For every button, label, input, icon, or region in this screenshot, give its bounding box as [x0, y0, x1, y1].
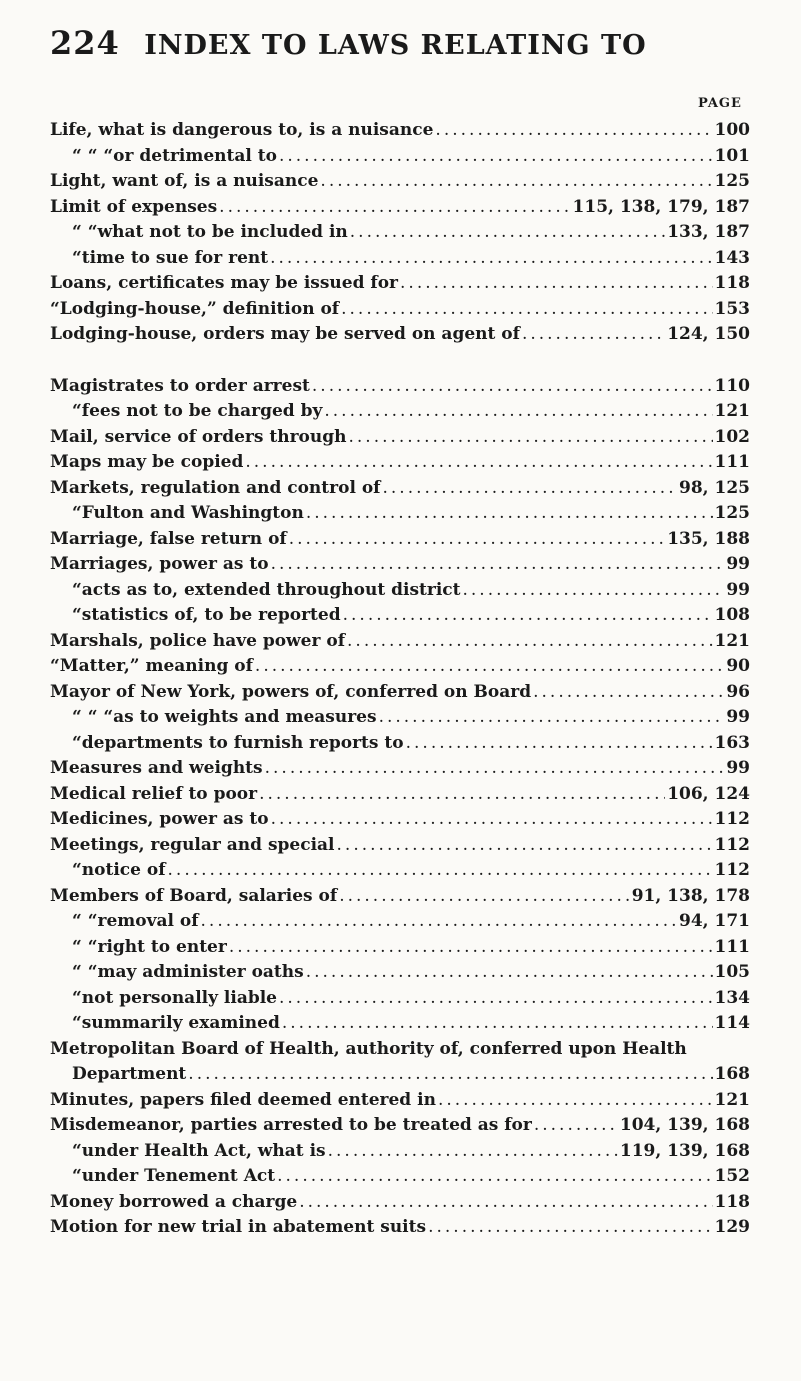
- index-entry: [50, 1164, 750, 1190]
- entry-text: “Lodging-house,” definition of: [50, 298, 340, 319]
- leader-dots: [188, 1062, 712, 1088]
- entry-pages: 121: [714, 1089, 750, 1110]
- leader-dots: [533, 680, 724, 706]
- page-column-label: PAGE: [698, 96, 742, 111]
- leader-dots: [438, 1088, 713, 1114]
- index-entry: [50, 1215, 750, 1241]
- entry-text: what not to be included in: [97, 222, 348, 242]
- entry-text: acts as to, extended throughout district: [81, 579, 461, 600]
- entry-pages: 118: [714, 273, 750, 293]
- entry-text: Motion for new trial in abatement suits: [50, 1217, 427, 1237]
- index-entry: [50, 527, 750, 553]
- entry-pages: 112: [714, 860, 750, 880]
- entry-pages: 152: [714, 1166, 750, 1186]
- entry-text: Maps may be copied: [50, 452, 244, 472]
- entry-text: Marriage, false return of: [50, 528, 287, 549]
- entry-pages: 114: [714, 1013, 750, 1033]
- entry-text: Magistrates to order arrest: [50, 375, 310, 396]
- entry-text: Lodging-house, orders may be served on agent of: [50, 324, 520, 344]
- entry-pages: 111: [714, 936, 750, 957]
- ditto-marks: “: [72, 1140, 82, 1161]
- entry-text: Money borrowed a charge: [50, 1191, 298, 1212]
- ditto-marks: “ “: [72, 222, 98, 242]
- ditto-marks: “: [72, 860, 82, 880]
- leader-dots: [382, 476, 677, 502]
- entry-pages: 153: [714, 298, 750, 319]
- ditto-marks: “ “: [72, 911, 98, 931]
- entry-pages: 134: [714, 987, 750, 1008]
- ditto-marks: “ “ “: [72, 145, 114, 166]
- leader-dots: [462, 578, 724, 604]
- entry-pages: 91, 138, 178: [631, 885, 750, 906]
- entry-text: Department: [72, 1064, 187, 1084]
- index-entry: [50, 1088, 750, 1114]
- entry-pages: 104, 139, 168: [619, 1115, 750, 1135]
- entry-text: Light, want of, is a nuisance: [50, 171, 319, 191]
- index-entry: [50, 756, 750, 782]
- entry-pages: 112: [714, 809, 750, 829]
- entry-text: Medicines, power as to: [50, 809, 269, 829]
- entry-pages: 106, 124: [667, 783, 750, 804]
- entry-pages: 163: [714, 732, 750, 753]
- leader-dots: [168, 858, 713, 884]
- leader-dots: [435, 118, 712, 144]
- entry-text: removal of: [97, 911, 199, 931]
- entry-text: summarily examined: [81, 1013, 280, 1033]
- entry-text: may administer oaths: [97, 962, 304, 982]
- entry-text: Loans, certificates may be issued for: [50, 273, 399, 293]
- leader-dots: [328, 1139, 618, 1165]
- index-entry: [50, 884, 750, 910]
- entry-pages: 98, 125: [679, 477, 750, 498]
- entry-text: departments to furnish reports to: [81, 732, 404, 753]
- index-entry: [50, 1139, 750, 1165]
- index-entry: [50, 450, 750, 476]
- ditto-marks: “: [72, 1013, 82, 1033]
- index-entry: [50, 1113, 750, 1139]
- leader-dots: [299, 1190, 712, 1216]
- index-entry: [50, 1062, 750, 1088]
- entry-pages: 129: [714, 1217, 750, 1237]
- entry-pages: 133, 187: [667, 222, 750, 242]
- entry-pages: 125: [714, 171, 750, 191]
- index-entry: [50, 654, 750, 680]
- entry-pages: 99: [726, 758, 750, 778]
- ditto-marks: “: [72, 503, 82, 523]
- entry-text: “Matter,” meaning of: [50, 656, 253, 676]
- index-entry: [50, 297, 750, 323]
- index-entry: [50, 374, 750, 400]
- entry-text: notice of: [81, 860, 166, 880]
- ditto-marks: “ “ “: [72, 707, 114, 727]
- leader-dots: [350, 220, 665, 246]
- leader-dots: [320, 169, 712, 195]
- entry-pages: 115, 138, 179, 187: [572, 196, 750, 217]
- leader-dots: [270, 246, 712, 272]
- entry-pages: 94, 171: [679, 911, 750, 931]
- index-entry: [50, 322, 750, 348]
- entry-text: Minutes, papers filed deemed entered in: [50, 1089, 436, 1110]
- leader-dots: [255, 654, 724, 680]
- entry-text: under Tenement Act: [81, 1166, 276, 1186]
- entry-pages: 101: [714, 145, 750, 166]
- entry-text: or detrimental to: [113, 145, 277, 166]
- leader-dots: [406, 731, 713, 757]
- entry-text: as to weights and measures: [113, 707, 377, 727]
- entry-pages: 108: [714, 605, 750, 625]
- entry-text: Limit of expenses: [50, 196, 218, 217]
- leader-dots: [428, 1215, 712, 1241]
- index-entry: [50, 425, 750, 451]
- entry-text: Marshals, police have power of: [50, 630, 346, 651]
- index-entry: [50, 552, 750, 578]
- index-entry: [50, 1037, 750, 1063]
- index-entries: [50, 118, 750, 1241]
- index-entry: [50, 169, 750, 195]
- index-entry: [50, 501, 750, 527]
- index-entry: [50, 629, 750, 655]
- ditto-marks: “: [72, 401, 82, 421]
- entry-pages: 124, 150: [667, 324, 750, 344]
- ditto-marks: “: [72, 1166, 82, 1186]
- leader-dots: [400, 271, 712, 297]
- index-entry: [50, 195, 750, 221]
- entry-pages: 111: [714, 452, 750, 472]
- entry-text: Members of Board, salaries of: [50, 885, 338, 906]
- leader-dots: [306, 501, 713, 527]
- leader-dots: [324, 399, 712, 425]
- ditto-marks: “: [72, 732, 82, 753]
- leader-dots: [337, 833, 713, 859]
- entry-text: Life, what is dangerous to, is a nuisance: [50, 120, 434, 140]
- entry-text: Medical relief to poor: [50, 783, 258, 804]
- ditto-marks: “: [72, 579, 82, 600]
- index-entry: [50, 986, 750, 1012]
- ditto-marks: “: [72, 987, 82, 1008]
- page-number: 224: [50, 24, 120, 62]
- index-entry: [50, 705, 750, 731]
- leader-dots: [522, 322, 665, 348]
- entry-pages: 143: [714, 247, 750, 268]
- leader-dots: [379, 705, 725, 731]
- leader-dots: [259, 782, 665, 808]
- index-entry: [50, 271, 750, 297]
- leader-dots: [306, 960, 713, 986]
- entry-pages: 100: [714, 120, 750, 140]
- index-entry: [50, 1190, 750, 1216]
- leader-dots: [289, 527, 665, 553]
- index-entry: [50, 476, 750, 502]
- entry-text: time to sue for rent: [81, 247, 269, 268]
- index-entry: [50, 603, 750, 629]
- index-entry: [50, 246, 750, 272]
- leader-dots: [201, 909, 678, 935]
- entry-text: under Health Act, what is: [81, 1140, 326, 1161]
- entry-pages: 121: [714, 401, 750, 421]
- index-entry: [50, 960, 750, 986]
- leader-dots: [271, 807, 713, 833]
- leader-dots: [277, 1164, 712, 1190]
- entry-pages: 119, 139, 168: [619, 1140, 750, 1161]
- entry-pages: 125: [714, 503, 750, 523]
- index-entry: [50, 833, 750, 859]
- entry-text: Markets, regulation and control of: [50, 477, 381, 498]
- entry-text: Metropolitan Board of Health, authority of, conferred upon Health: [50, 1038, 687, 1059]
- index-entry: [50, 782, 750, 808]
- entry-pages: 99: [726, 707, 750, 727]
- entry-pages: 96: [726, 681, 750, 702]
- index-entry: [50, 935, 750, 961]
- entry-text: Mail, service of orders through: [50, 426, 347, 447]
- entry-text: Measures and weights: [50, 758, 263, 778]
- leader-dots: [271, 552, 725, 578]
- leader-dots: [282, 1011, 713, 1037]
- leader-dots: [279, 144, 713, 170]
- entry-pages: 102: [714, 426, 750, 447]
- entry-pages: 118: [714, 1191, 750, 1212]
- index-entry: [50, 731, 750, 757]
- ditto-marks: “ “: [72, 936, 98, 957]
- index-entry: [50, 858, 750, 884]
- leader-dots: [534, 1113, 618, 1139]
- index-entry: [50, 1011, 750, 1037]
- running-title: INDEX TO LAWS RELATING TO: [144, 30, 647, 61]
- entry-pages: 135, 188: [667, 528, 750, 549]
- entry-text: Meetings, regular and special: [50, 834, 335, 855]
- entry-text: Fulton and Washington: [81, 503, 304, 523]
- entry-text: not personally liable: [81, 987, 277, 1008]
- entry-text: Marriages, power as to: [50, 554, 269, 574]
- leader-dots: [229, 935, 713, 961]
- index-entry: [50, 220, 750, 246]
- page-header: [50, 24, 750, 62]
- entry-text: right to enter: [97, 936, 227, 957]
- ditto-marks: “ “: [72, 962, 98, 982]
- index-entry: [50, 578, 750, 604]
- entry-text: Mayor of New York, powers of, conferred on Board: [50, 681, 532, 702]
- entry-pages: 168: [714, 1064, 750, 1084]
- leader-dots: [341, 297, 712, 323]
- entry-pages: 110: [714, 375, 750, 396]
- leader-dots: [265, 756, 725, 782]
- leader-dots: [279, 986, 713, 1012]
- entry-pages: 99: [726, 579, 750, 600]
- entry-pages: 112: [714, 834, 750, 855]
- leader-dots: [348, 425, 712, 451]
- leader-dots: [245, 450, 712, 476]
- entry-pages: 90: [726, 656, 750, 676]
- leader-dots: [312, 374, 713, 400]
- entry-text: Misdemeanor, parties arrested to be treated as for: [50, 1115, 532, 1135]
- ditto-marks: “: [72, 247, 82, 268]
- leader-dots: [219, 195, 570, 221]
- index-entry: [50, 399, 750, 425]
- leader-dots: [339, 884, 630, 910]
- entry-pages: 121: [714, 630, 750, 651]
- index-entry: [50, 909, 750, 935]
- index-entry: [50, 118, 750, 144]
- entry-pages: 99: [726, 554, 750, 574]
- index-entry: [50, 144, 750, 170]
- index-entry: [50, 680, 750, 706]
- entry-text: fees not to be charged by: [81, 401, 323, 421]
- index-entry: [50, 807, 750, 833]
- leader-dots: [343, 603, 713, 629]
- entry-pages: 105: [714, 962, 750, 982]
- entry-text: statistics of, to be reported: [81, 605, 341, 625]
- ditto-marks: “: [72, 605, 82, 625]
- leader-dots: [347, 629, 712, 655]
